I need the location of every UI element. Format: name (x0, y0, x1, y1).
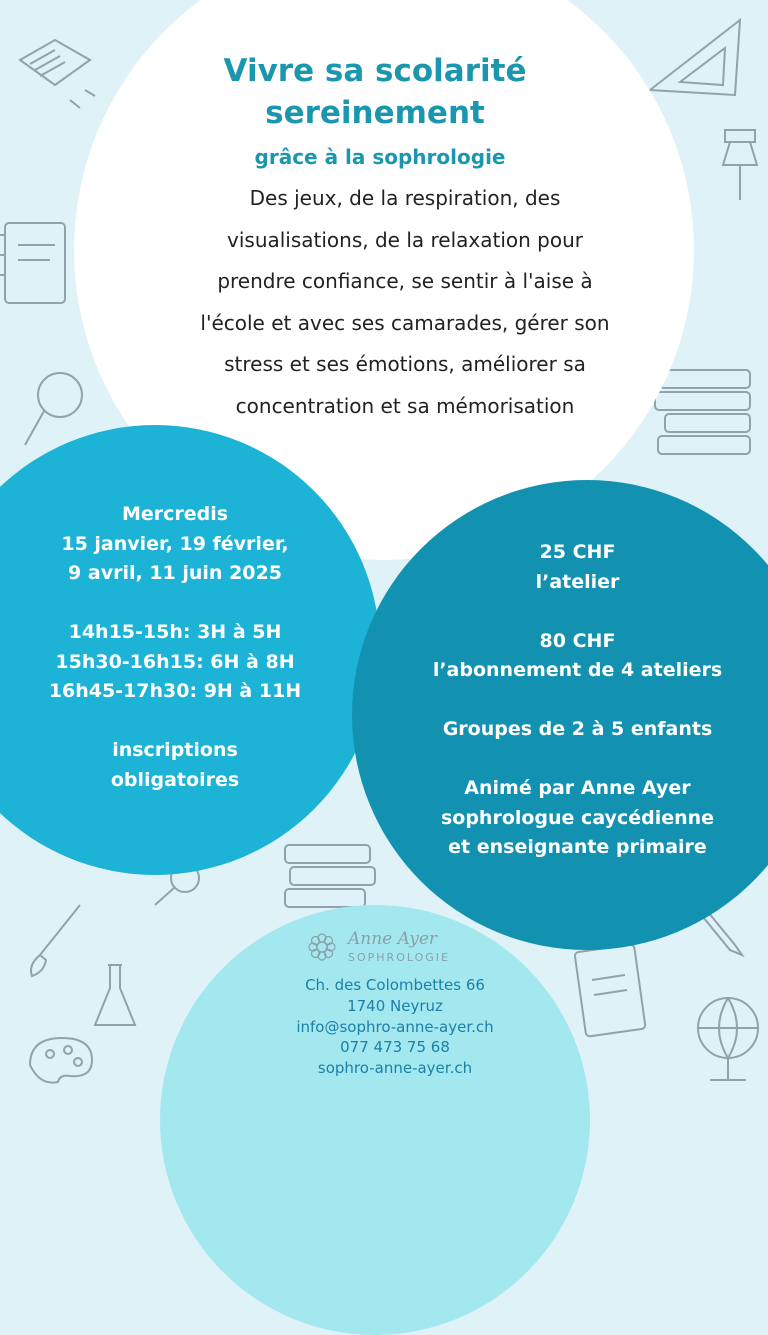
registration-note: inscriptions (112, 739, 238, 761)
description-line: concentration et sa mémorisation (235, 393, 575, 418)
host-info: sophrologue caycédienne (440, 806, 715, 829)
contact-website[interactable]: sophro-anne-ayer.ch (317, 1059, 473, 1078)
description-line: prendre confiance, se sentir à l'aise à (217, 269, 593, 293)
description (160, 178, 650, 427)
group-size: Groupes de 2 à 5 enfants (442, 718, 713, 740)
description-line: stress et ses émotions, améliorer sa (224, 352, 586, 376)
schedule-block (30, 500, 320, 795)
logo-subtitle: SOPHROLOGIE (348, 951, 450, 964)
contact-phone[interactable]: 077 473 75 68 (340, 1038, 450, 1057)
description-line: l'école et avec ses camarades, gérer son (200, 310, 610, 335)
host-info: Animé par Anne Ayer (464, 777, 691, 799)
schedule-slot: 16h45-17h30: 9H à 11H (48, 680, 302, 702)
title-line-1: Vivre sa scolarité (223, 53, 527, 89)
triangle-ruler-icon (640, 10, 750, 100)
description-line: visualisations, de la relaxation pour (227, 227, 583, 252)
title-line-2: sereinement (265, 95, 485, 131)
open-book-icon (10, 30, 100, 110)
flask-icon (90, 960, 140, 1035)
globe-icon (690, 990, 765, 1086)
paintbrush-icon (20, 900, 90, 980)
pin-icon (715, 125, 765, 205)
schedule-slot: 15h30-16h15: 6H à 8H (55, 650, 295, 673)
notebook-icon (570, 940, 650, 1040)
notebook-icon (0, 215, 75, 310)
price-single-label: l’atelier (535, 570, 620, 593)
schedule-slot: 14h15-15h: 3H à 5H (68, 621, 282, 643)
contact-email[interactable]: info@sophro-anne-ayer.ch (296, 1017, 494, 1036)
registration-note: obligatoires (110, 768, 240, 791)
poster-subtitle: grâce à la sophrologie (254, 145, 506, 169)
price-subscription-label: l’abonnement de 4 ateliers (432, 659, 723, 681)
pricing-block (400, 538, 755, 863)
schedule-day: Mercredis (121, 503, 229, 525)
schedule-dates: 15 janvier, 19 février, (61, 532, 289, 555)
host-info: et enseignante primaire (448, 836, 707, 858)
contact-block (250, 975, 540, 1079)
description-line: Des jeux, de la respiration, des (249, 186, 561, 210)
mandala-icon (304, 929, 340, 965)
contact-city: 1740 Neyruz (347, 996, 443, 1015)
price-subscription: 80 CHF (539, 629, 616, 652)
price-single: 25 CHF (539, 541, 616, 563)
brand-logo (300, 925, 470, 971)
logo-name: Anne Ayer (348, 929, 438, 949)
schedule-dates: 9 avril, 11 juin 2025 (68, 562, 282, 584)
contact-street: Ch. des Colombettes 66 (305, 976, 485, 994)
poster-title (170, 50, 580, 134)
palette-icon (20, 1030, 100, 1085)
